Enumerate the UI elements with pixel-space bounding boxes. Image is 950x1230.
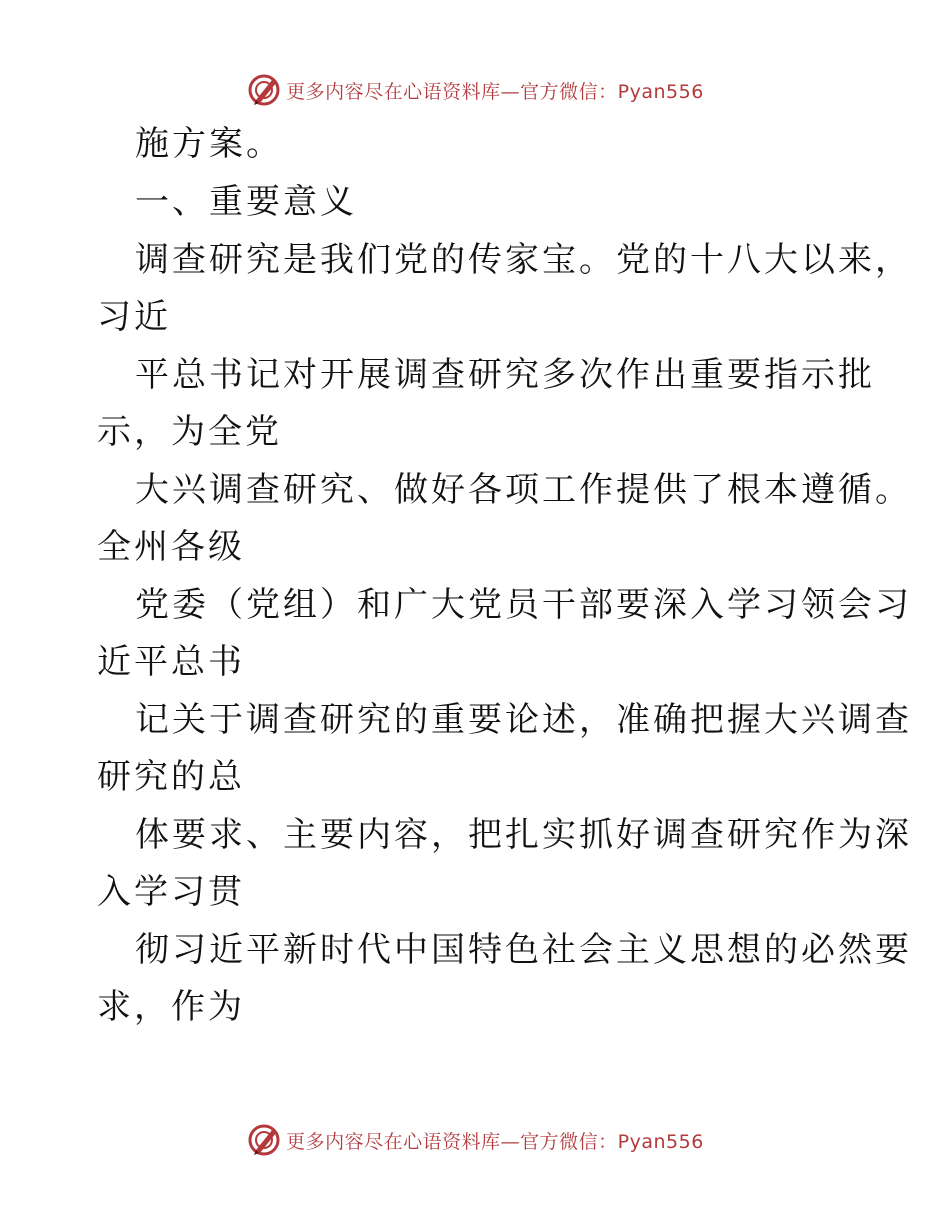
body-line: 全州各级 xyxy=(97,527,245,567)
body-line: 平总书记对开展调查研究多次作出重要指示批 xyxy=(135,355,875,395)
footer-banner-label: 更多内容尽在心语资料库—官方微信： xyxy=(286,1130,618,1153)
body-line: 党委（党组）和广大党员干部要深入学习领会习 xyxy=(135,585,912,625)
body-line: 彻习近平新时代中国特色社会主义思想的必然要 xyxy=(135,930,912,970)
header-wechat-id: Pyan556 xyxy=(617,80,704,103)
body-line: 体要求、主要内容，把扎实抓好调查研究作为深 xyxy=(135,815,912,855)
section-heading: 一、重要意义 xyxy=(135,182,357,222)
body-line: 求，作为 xyxy=(97,987,245,1027)
header-banner xyxy=(0,70,950,110)
body-line: 大兴调查研究、做好各项工作提供了根本遵循。 xyxy=(135,470,912,510)
body-line: 施方案。 xyxy=(135,124,283,164)
header-banner-label: 更多内容尽在心语资料库—官方微信： xyxy=(286,80,618,103)
footer-banner xyxy=(0,1120,950,1160)
body-line: 研究的总 xyxy=(97,757,245,797)
body-line: 入学习贯 xyxy=(97,872,245,912)
footer-wechat-id: Pyan556 xyxy=(617,1130,704,1153)
pen-logo-icon xyxy=(246,1122,282,1158)
body-line: 记关于调查研究的重要论述，准确把握大兴调查 xyxy=(135,700,912,740)
pen-logo-icon xyxy=(246,72,282,108)
body-line: 调查研究是我们党的传家宝。党的十八大以来， xyxy=(135,240,912,280)
body-line: 示，为全党 xyxy=(97,412,282,452)
body-line: 习近 xyxy=(97,297,171,337)
header-banner-text xyxy=(286,77,704,104)
footer-banner-text xyxy=(286,1127,704,1154)
body-line: 近平总书 xyxy=(97,642,245,682)
